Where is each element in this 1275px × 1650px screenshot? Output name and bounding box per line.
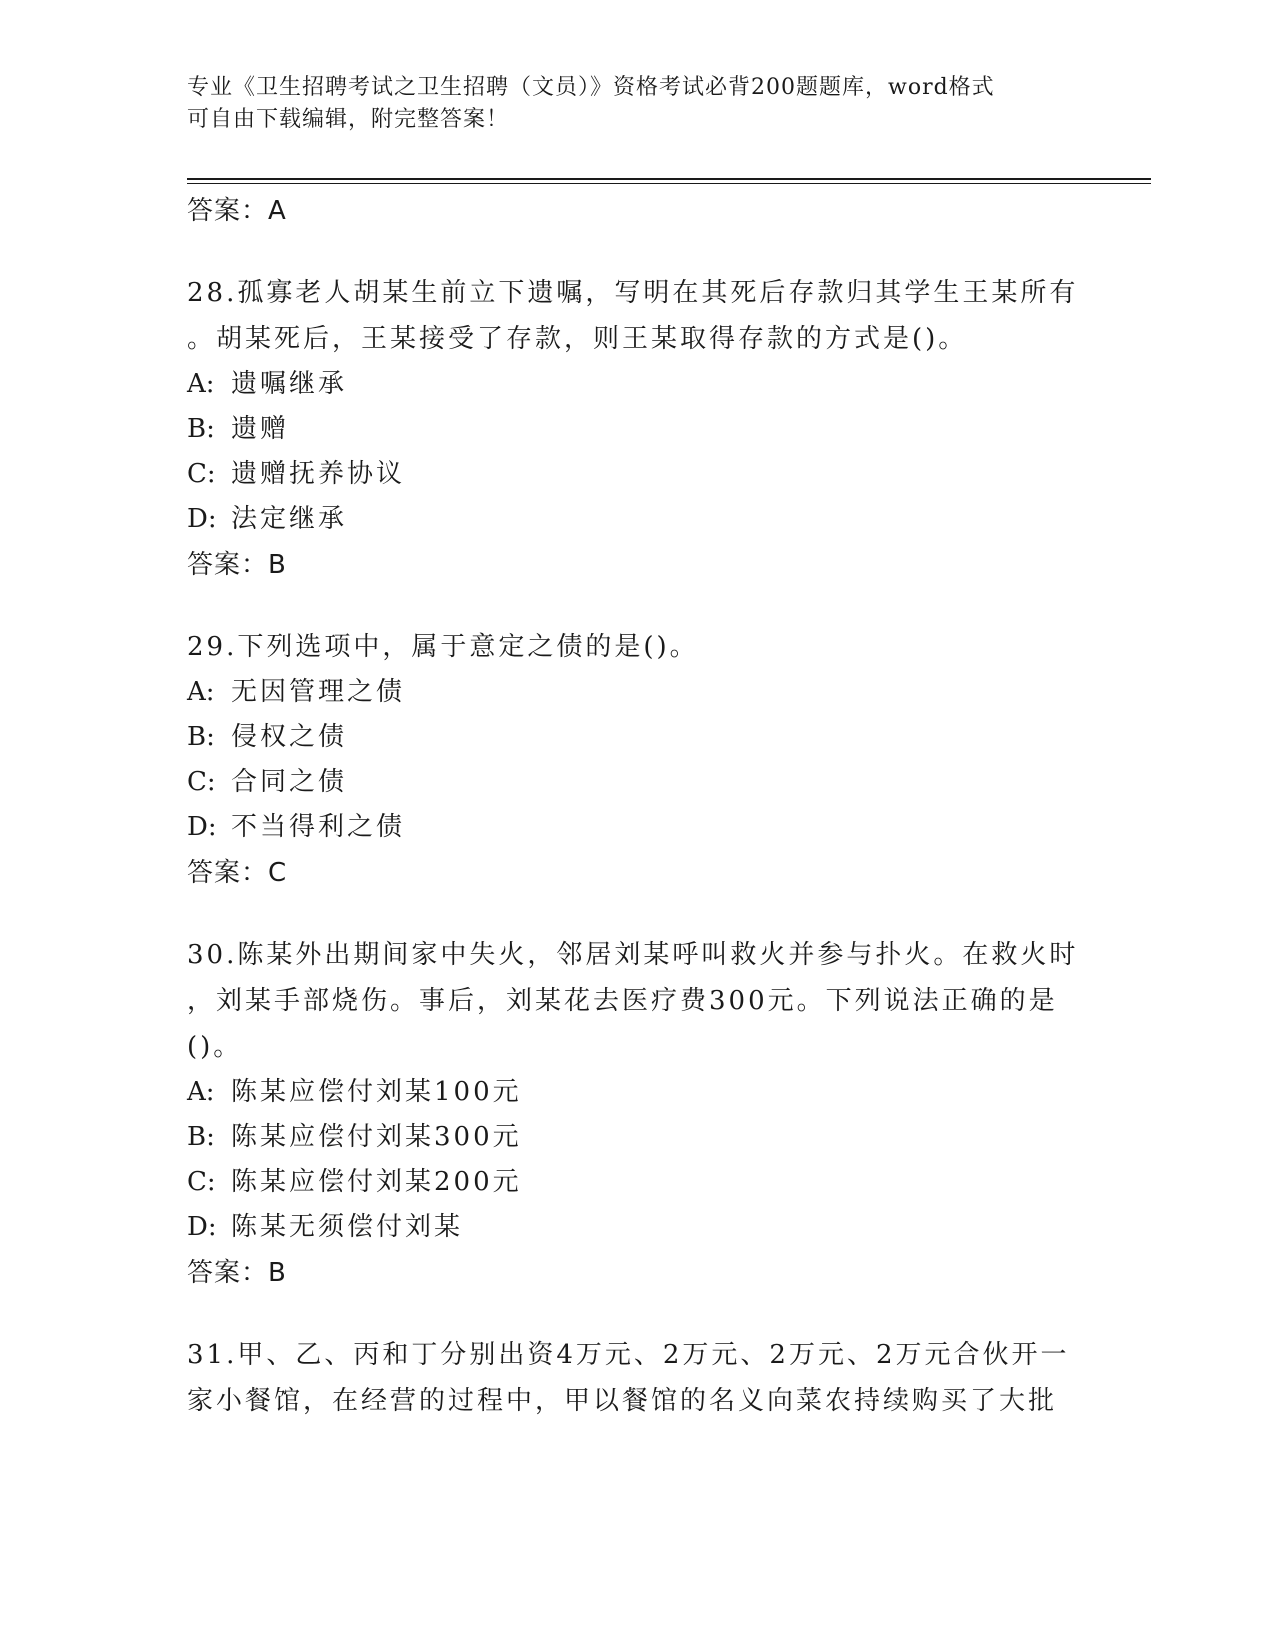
answer-option — [187, 715, 1087, 760]
answer-option — [187, 407, 1087, 452]
question-block — [187, 932, 1087, 1296]
header-line-1: 专业《卫生招聘考试之卫生招聘（文员）》资格考试必背200题题库，word格式 — [187, 75, 995, 100]
question-block — [187, 1332, 1087, 1424]
answer-option — [187, 362, 1087, 407]
answer-option — [187, 805, 1087, 850]
answer-option — [187, 497, 1087, 542]
answer-key: 答案：B — [187, 1258, 287, 1288]
option-text: 法定继承 — [231, 504, 348, 534]
header-rule — [187, 178, 1151, 180]
option-text: 陈某应偿付刘某200元 — [231, 1167, 522, 1197]
option-label: A: — [187, 1077, 215, 1107]
option-text: 无因管理之债 — [231, 677, 406, 707]
questions-container — [187, 270, 1087, 1424]
option-label: A: — [187, 369, 215, 399]
header-line-2: 可自由下载编辑，附完整答案！ — [187, 107, 510, 132]
option-text: 遗赠 — [231, 414, 290, 444]
option-label: B: — [187, 722, 215, 752]
question-stem-line: 29.下列选项中，属于意定之债的是()。 — [187, 632, 699, 662]
option-text: 陈某无须偿付刘某 — [231, 1212, 464, 1242]
answer-option — [187, 1160, 1087, 1205]
answer-option — [187, 1070, 1087, 1115]
option-text: 陈某应偿付刘某100元 — [231, 1077, 522, 1107]
question-stem-line: 31.甲、乙、丙和丁分别出资4万元、2万元、2万元、2万元合伙开一 — [187, 1340, 1070, 1370]
question-block — [187, 270, 1087, 588]
option-label: C: — [187, 767, 216, 797]
answer-option — [187, 760, 1087, 805]
option-label: B: — [187, 1122, 215, 1152]
option-label: D: — [187, 812, 217, 842]
option-label: C: — [187, 459, 216, 489]
question-block — [187, 624, 1087, 896]
answer-option — [187, 1205, 1087, 1250]
option-label: A: — [187, 677, 215, 707]
option-text: 遗嘱继承 — [231, 369, 348, 399]
answer-option — [187, 1115, 1087, 1160]
question-stem-line: 家小餐馆，在经营的过程中，甲以餐馆的名义向菜农持续购买了大批 — [187, 1386, 1058, 1416]
answer-option — [187, 452, 1087, 497]
option-label: B: — [187, 414, 215, 444]
question-stem-line: 。胡某死后，王某接受了存款，则王某取得存款的方式是()。 — [187, 324, 968, 354]
page-header — [187, 72, 1087, 136]
question-stem-line: 30.陈某外出期间家中失火，邻居刘某呼叫救火并参与扑火。在救火时 — [187, 940, 1079, 970]
option-text: 侵权之债 — [231, 722, 348, 752]
question-list — [187, 188, 1087, 1424]
option-text: 遗赠抚养协议 — [231, 459, 406, 489]
answer-key: 答案：C — [187, 858, 288, 888]
question-stem-line: ()。 — [187, 1032, 243, 1062]
option-label: C: — [187, 1167, 216, 1197]
option-label: D: — [187, 1212, 217, 1242]
option-text: 合同之债 — [231, 767, 348, 797]
previous-answer: 答案：A — [187, 196, 287, 226]
question-stem-line: ，刘某手部烧伤。事后，刘某花去医疗费300元。下列说法正确的是 — [187, 986, 1058, 1016]
answer-option — [187, 670, 1087, 715]
header-rule-secondary — [187, 183, 1151, 184]
option-text: 陈某应偿付刘某300元 — [231, 1122, 522, 1152]
question-stem-line: 28.孤寡老人胡某生前立下遗嘱，写明在其死后存款归其学生王某所有 — [187, 278, 1079, 308]
option-text: 不当得利之债 — [231, 812, 406, 842]
answer-key: 答案：B — [187, 550, 287, 580]
option-label: D: — [187, 504, 217, 534]
